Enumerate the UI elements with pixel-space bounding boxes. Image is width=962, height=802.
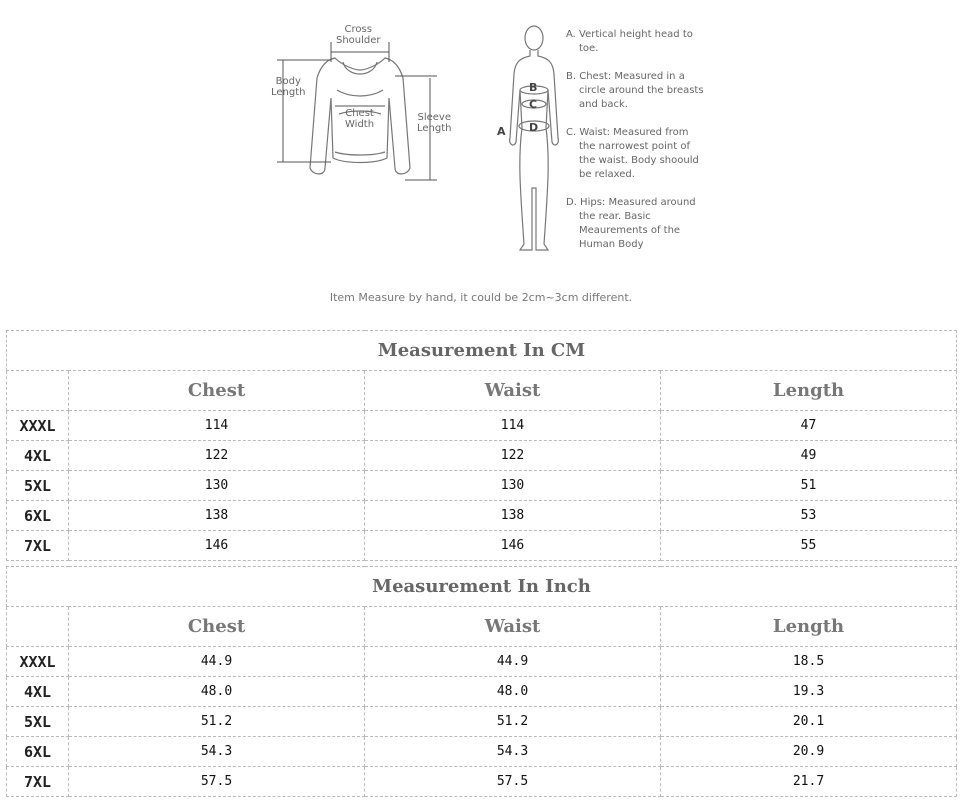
inch-size-table xyxy=(6,566,957,797)
inch-header-chest: Chest xyxy=(69,607,365,647)
waist-value: 51.2 xyxy=(365,707,661,737)
table-row xyxy=(7,471,957,501)
waist-value: 57.5 xyxy=(365,767,661,797)
body-letter-b: B xyxy=(529,81,538,94)
inch-header-waist: Waist xyxy=(365,607,661,647)
waist-value: 138 xyxy=(365,501,661,531)
size-label: 5XL xyxy=(7,707,69,737)
chest-value: 48.0 xyxy=(69,677,365,707)
cm-size-table xyxy=(6,330,957,561)
legend-item-d: D. Hips: Measured around the rear. Basic Meaurements of the Human Body xyxy=(566,197,696,250)
size-label: XXXL xyxy=(7,411,69,441)
table-row xyxy=(7,647,957,677)
inch-header-length: Length xyxy=(661,607,957,647)
length-value: 55 xyxy=(661,531,957,561)
cm-header-size xyxy=(7,371,69,411)
body-length-label: Body Length xyxy=(271,76,306,98)
size-label: 7XL xyxy=(7,531,69,561)
length-value: 51 xyxy=(661,471,957,501)
size-label: 6XL xyxy=(7,501,69,531)
measurement-note: Item Measure by hand, it could be 2cm~3cm different. xyxy=(329,291,633,304)
chest-value: 44.9 xyxy=(69,647,365,677)
chest-value: 138 xyxy=(69,501,365,531)
waist-value: 130 xyxy=(365,471,661,501)
table-row xyxy=(7,411,957,441)
waist-value: 114 xyxy=(365,411,661,441)
legend-item-a: A. Vertical height head to toe. xyxy=(566,29,693,54)
body-letter-d: D xyxy=(529,121,539,134)
chest-value: 51.2 xyxy=(69,707,365,737)
length-value: 20.1 xyxy=(661,707,957,737)
cm-table-title: Measurement In CM xyxy=(7,331,957,371)
table-row xyxy=(7,531,957,561)
length-value: 47 xyxy=(661,411,957,441)
legend-item-b: B. Chest: Measured in a circle around the breasts and back. xyxy=(566,71,704,110)
waist-value: 54.3 xyxy=(365,737,661,767)
length-value: 49 xyxy=(661,441,957,471)
chest-value: 54.3 xyxy=(69,737,365,767)
length-value: 20.9 xyxy=(661,737,957,767)
size-label: 4XL xyxy=(7,677,69,707)
chest-value: 122 xyxy=(69,441,365,471)
inch-table-title: Measurement In Inch xyxy=(7,567,957,607)
size-label: 7XL xyxy=(7,767,69,797)
human-body-diagram xyxy=(490,18,560,258)
cm-header-waist: Waist xyxy=(365,371,661,411)
table-row xyxy=(7,501,957,531)
table-row xyxy=(7,767,957,797)
waist-value: 122 xyxy=(365,441,661,471)
waist-value: 48.0 xyxy=(365,677,661,707)
length-value: 53 xyxy=(661,501,957,531)
sleeve-length-label: Sleeve Length xyxy=(417,112,452,134)
inch-header-size xyxy=(7,607,69,647)
body-letter-a: A xyxy=(497,125,506,138)
length-value: 19.3 xyxy=(661,677,957,707)
cross-shoulder-label: Cross Shoulder xyxy=(336,24,381,46)
waist-value: 146 xyxy=(365,531,661,561)
table-row xyxy=(7,677,957,707)
size-label: 4XL xyxy=(7,441,69,471)
measurement-legend xyxy=(566,28,706,266)
length-value: 18.5 xyxy=(661,647,957,677)
table-row xyxy=(7,707,957,737)
chest-value: 114 xyxy=(69,411,365,441)
chest-value: 130 xyxy=(69,471,365,501)
legend-item-c: C. Waist: Measured from the narrowest point of the waist. Body shoould be relaxed. xyxy=(566,127,699,180)
size-label: 5XL xyxy=(7,471,69,501)
chest-value: 57.5 xyxy=(69,767,365,797)
table-row xyxy=(7,441,957,471)
size-label: XXXL xyxy=(7,647,69,677)
chest-width-label: Chest Width xyxy=(345,108,375,130)
chest-value: 146 xyxy=(69,531,365,561)
table-row xyxy=(7,737,957,767)
size-label: 6XL xyxy=(7,737,69,767)
body-letter-c: C xyxy=(529,98,538,111)
cm-header-chest: Chest xyxy=(69,371,365,411)
waist-value: 44.9 xyxy=(365,647,661,677)
length-value: 21.7 xyxy=(661,767,957,797)
cm-header-length: Length xyxy=(661,371,957,411)
